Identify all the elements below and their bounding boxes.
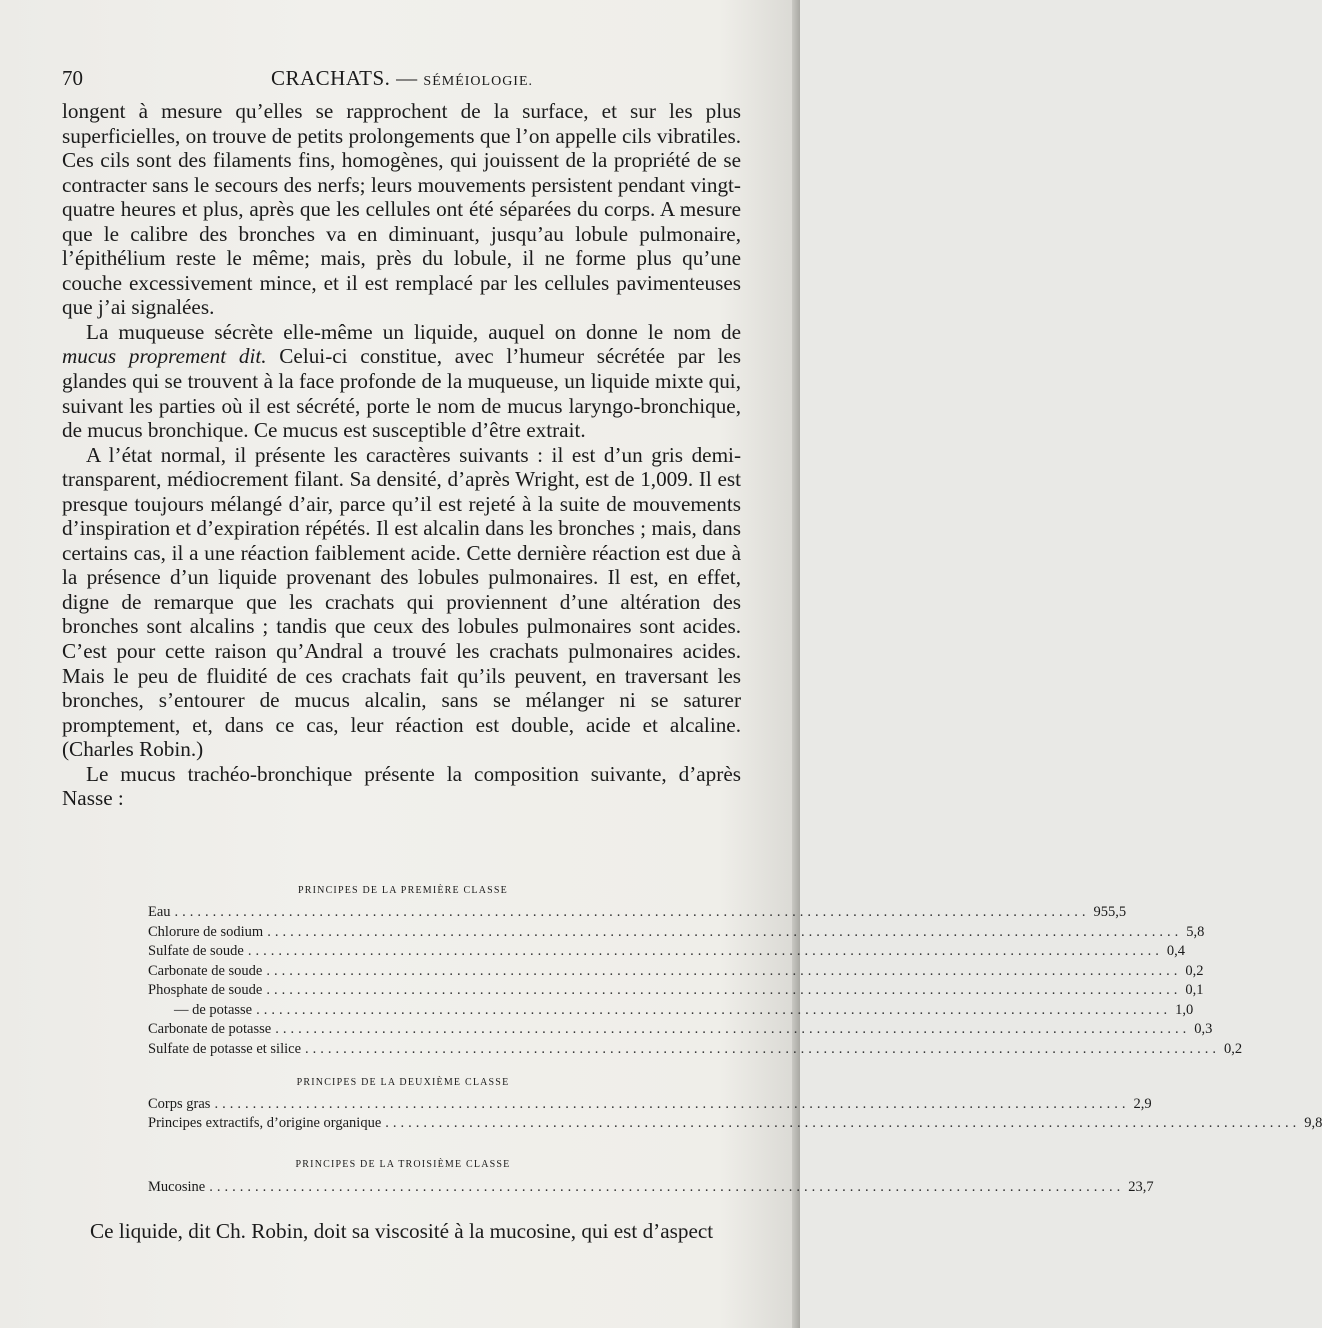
row-label: Sulfate de potasse et silice: [148, 1041, 302, 1057]
page-number: 70: [62, 66, 83, 90]
closing-line: Ce liquide, dit Ch. Robin, doit sa viscosité à la mucosine, qui est d’aspect: [90, 1219, 714, 1243]
paragraph-1: longent à mesure qu’elles se rapprochent de la surface, et sur les plus superficielles, on trouve de petits prolongements que l’on appelle cils vibratiles. Ces cils sont des filaments fins, homogènes, qui jouissent de la propriété de se contracter sans le secours des nerfs; leurs mouvements persistent pendant vingt-quatre heures et plus, après que les cellules ont été séparées du corps. A mesure que le calibre des bronches va en diminuant, jusqu’au lobule pulmonaire, l’épithélium reste le même; mais, près du lobule, il ne forme plus qu’une couche excessivement mince, et il est remplacé par les cellules pavimenteuses que j’ai signalées.: [62, 99, 741, 320]
row-value: 0,3: [1194, 1021, 1213, 1037]
header-title: [62, 66, 742, 91]
row-value: 2,9: [1133, 1096, 1152, 1112]
row-value: 0,4: [1166, 943, 1185, 959]
leader-dots: ........................................................................................................................: [209, 1179, 1125, 1195]
section-2-heading: PRINCIPES DE LA DEUXIÈME CLASSE: [296, 1077, 510, 1088]
leader-dots: ........................................................................................................................: [247, 943, 1163, 959]
paragraph-2: [62, 320, 741, 443]
row-label: Carbonate de soude: [148, 963, 263, 979]
paragraph-2-end: Celui-ci constitue, avec l’humeur sécrétée par les glandes qui se trouvent à la face profonde de la muqueuse, un liquide mixte qui, suivant les parties où il est sécrété, porte le nom de mucus laryngo-bronchique, de mucus bronchique. Ce mucus est susceptible d’être extrait.: [62, 344, 741, 443]
row-label: Corps gras: [148, 1096, 211, 1112]
leader-dots: ........................................................................................................................: [256, 1002, 1172, 1018]
header-title-main: CRACHATS. —: [270, 66, 418, 90]
table-row: [148, 902, 1127, 922]
table-row: [148, 961, 1204, 981]
row-value: 5,8: [1186, 924, 1205, 940]
paragraph-2-italic: mucus proprement dit.: [62, 344, 267, 369]
section-1-heading: PRINCIPES DE LA PREMIÈRE CLASSE: [297, 885, 508, 896]
row-value: 0,2: [1185, 963, 1204, 979]
row-label: Phosphate de soude: [148, 982, 263, 998]
paragraph-4: Le mucus trachéo-bronchique présente la composition suivante, d’après Nasse :: [62, 761, 741, 811]
row-value: 9,8: [1304, 1115, 1322, 1131]
leader-dots: ........................................................................................................................: [266, 982, 1182, 998]
leader-dots: ........................................................................................................................: [214, 1096, 1130, 1112]
table-row: [148, 1019, 1213, 1039]
body-text: [62, 99, 741, 811]
table-row: [148, 1113, 1322, 1133]
leader-dots: ........................................................................................................................: [267, 924, 1183, 940]
paragraph-3: A l’état normal, il présente les caractères suivants : il est d’un gris demi-transparent, médiocrement filant. Sa densité, d’après Wright, est de 1,009. Il est presque toujours mélangé d’air, parce qu’il est rejeté à la suite de mouvements d’inspiration et d’expiration répétés. Il est alcalin dans les bronches ; mais, dans certains cas, il a une réaction faiblement acide. Cette dernière réaction est due à la présence d’un liquide provenant des lobules pulmonaires. Il est, en effet, digne de remarque que les crachats qui proviennent d’une altération des bronches sont alcalins ; tandis que ceux des lobules pulmonaires sont acides. C’est pour cette raison qu’Andral a trouvé les crachats pulmonaires acides. Mais le peu de fluidité de ces crachats fait qu’ils peuvent, en traversant les bronches, s’entourer de mucus alcalin, sans se mélanger ni se saturer promptement, et, dans ce cas, leur réaction est double, acide et alcaline. (Charles Robin.): [62, 442, 741, 762]
running-header: [62, 66, 742, 96]
table-row: [148, 941, 1185, 961]
paragraph-2-start: La muqueuse sécrète elle-même un liquide, auquel on donne le nom de: [86, 319, 741, 344]
row-label: Principes extractifs, d’origine organique: [148, 1115, 382, 1131]
row-value: 1,0: [1175, 1002, 1194, 1018]
table-row: [148, 1094, 1152, 1114]
section-3-heading: PRINCIPES DE LA TROISIÈME CLASSE: [295, 1159, 511, 1170]
leader-dots: ........................................................................................................................: [385, 1115, 1301, 1131]
table-row: [148, 1000, 1194, 1020]
table-row: [148, 1039, 1243, 1059]
row-value: 0,2: [1224, 1041, 1243, 1057]
leader-dots: ........................................................................................................................: [266, 963, 1182, 979]
header-subtitle: SÉMÉIOLOGIE.: [423, 74, 534, 89]
row-label: Mucosine: [148, 1179, 206, 1195]
leader-dots: ........................................................................................................................: [305, 1041, 1221, 1057]
row-value: 23,7: [1128, 1179, 1154, 1195]
row-label: Carbonate de potasse: [148, 1021, 272, 1037]
table-row: [148, 1177, 1154, 1197]
table-row: [148, 980, 1204, 1000]
row-label: Sulfate de soude: [148, 943, 244, 959]
row-value: 955,5: [1093, 904, 1127, 920]
table-row: [148, 922, 1205, 942]
leader-dots: ........................................................................................................................: [275, 1021, 1191, 1037]
row-label: Chlorure de sodium: [148, 924, 264, 940]
row-label: — de potasse: [174, 1002, 253, 1018]
leader-dots: ........................................................................................................................: [174, 904, 1090, 920]
row-value: 0,1: [1185, 982, 1204, 998]
row-label: Eau: [148, 904, 171, 920]
